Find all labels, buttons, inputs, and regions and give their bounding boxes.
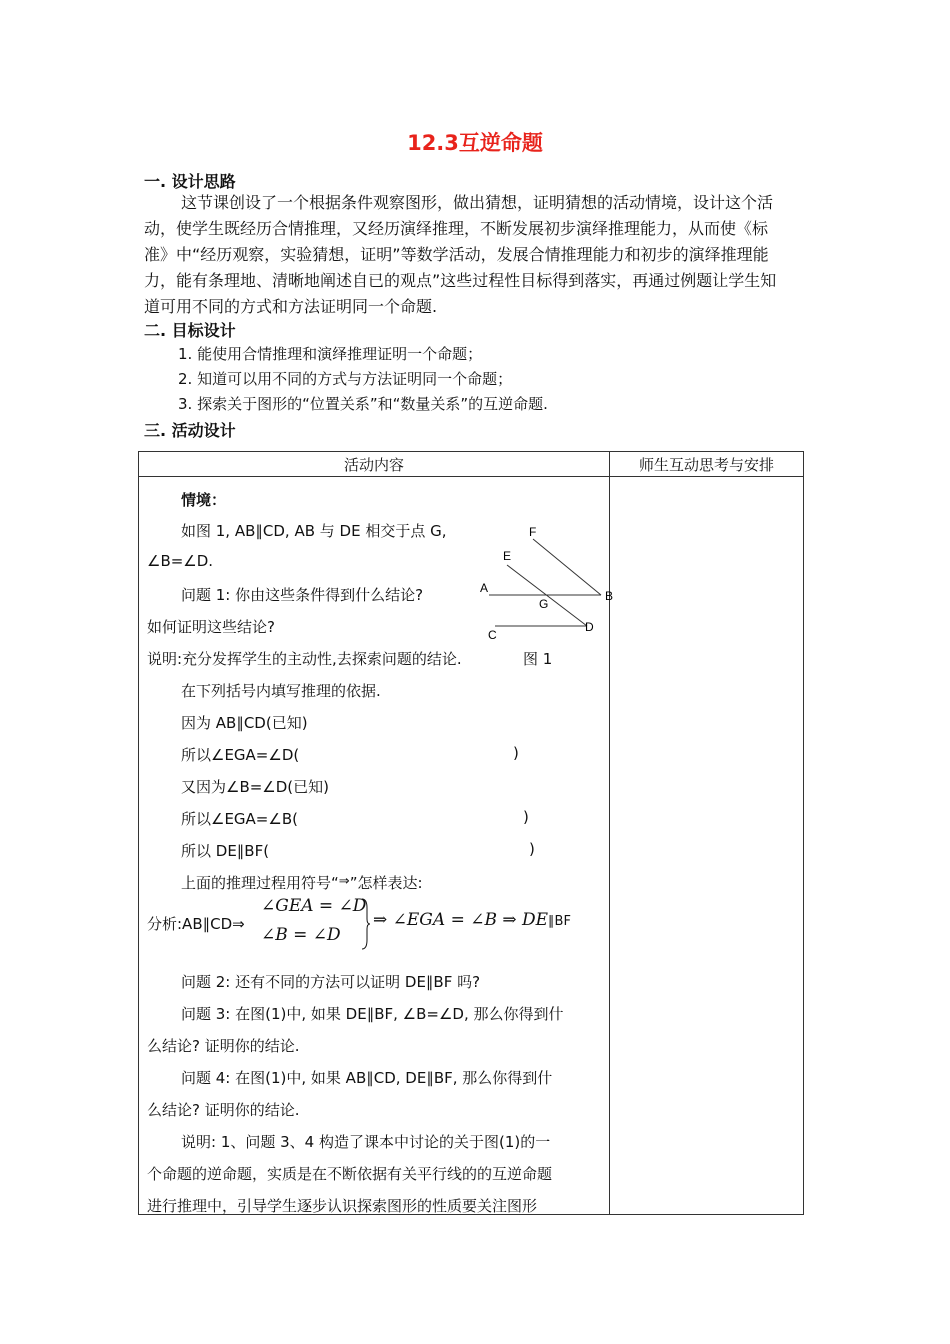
para-line: 准》中“经历观察，实验猜想，证明”等数学活动，发展合情推理能力和初步的演绎推理能 bbox=[144, 245, 769, 264]
proof-step: 所以 DE∥BF( bbox=[181, 842, 270, 860]
symbol-prompt: 上面的推理过程用符号“⇒”怎样表达: bbox=[181, 874, 423, 892]
text-line: 个命题的逆命题，实质是在不断依据有关平行线的的互逆命题 bbox=[147, 1165, 553, 1183]
implies-symbol: ⇒ bbox=[338, 874, 350, 889]
para-line: 这节课创设了一个根据条件观察图形，做出猜想，证明猜想的活动情境，设计这个活 bbox=[181, 193, 774, 212]
figure-caption: 图 1 bbox=[523, 650, 553, 668]
brace bbox=[361, 898, 371, 950]
section-heading-goals: 二. 目标设计 bbox=[144, 321, 236, 340]
proof-step: 又因为∠B=∠D(已知) bbox=[181, 778, 330, 796]
text-line: 如何证明这些结论? bbox=[147, 618, 275, 636]
section-heading-design: 一. 设计思路 bbox=[144, 172, 236, 191]
equation-result: ⇒ ∠EGA = ∠B ⇒ DE∥BF bbox=[373, 910, 571, 930]
point-label: E bbox=[503, 549, 512, 563]
section-heading-activity: 三. 活动设计 bbox=[144, 421, 236, 440]
point-label: A bbox=[480, 581, 489, 595]
design-paragraph bbox=[144, 190, 806, 320]
geometry-figure bbox=[469, 525, 614, 645]
equation-bottom: ∠B = ∠D bbox=[261, 925, 341, 945]
text-line: ∠B=∠D. bbox=[147, 552, 214, 570]
point-label: F bbox=[529, 525, 537, 539]
page-title: 12.3互逆命题 bbox=[407, 131, 543, 155]
text-line: 么结论? 证明你的结论. bbox=[147, 1037, 300, 1055]
point-label: G bbox=[539, 597, 549, 611]
proof-step: 所以∠EGA=∠B( bbox=[181, 810, 298, 828]
equation-top: ∠GEA = ∠D bbox=[261, 896, 367, 916]
column-header-content: 活动内容 bbox=[139, 452, 610, 477]
blank-close: ) bbox=[513, 744, 519, 762]
goal-item: 2. 知道可以用不同的方式与方法证明同一个命题； bbox=[178, 370, 513, 388]
point-label: B bbox=[605, 589, 614, 603]
para-line: 力，能有条理地、清晰地阐述自已的观点”这些过程性目标得到落实，再通过例题让学生知 bbox=[144, 271, 777, 290]
text-line: 么结论? 证明你的结论. bbox=[147, 1101, 300, 1119]
text-line: 进行推理中，引导学生逐步认识探索图形的性质要关注图形 bbox=[147, 1197, 538, 1215]
analysis-label: 分析:AB∥CD⇒ bbox=[147, 915, 245, 933]
question-4: 问题 4: 在图(1)中, 如果 AB∥CD, DE∥BF, 那么你得到什 bbox=[181, 1069, 553, 1087]
point-label: D bbox=[585, 620, 594, 634]
interaction-cell bbox=[610, 477, 804, 1215]
activity-content-cell bbox=[139, 477, 614, 1215]
question-2: 问题 2: 还有不同的方法可以证明 DE∥BF 吗? bbox=[181, 973, 481, 991]
note-1: 说明:充分发挥学生的主动性,去探索问题的结论. bbox=[147, 650, 462, 668]
activity-table bbox=[138, 451, 804, 1215]
column-header-interaction: 师生互动思考与安排 bbox=[610, 452, 804, 477]
para-line: 动，使学生既经历合情推理，又经历演绎推理，不断发展初步演绎推理能力，从而使《标 bbox=[144, 219, 769, 238]
goal-item: 1. 能使用合情推理和演绎推理证明一个命题； bbox=[178, 345, 483, 363]
text-line: 在下列括号内填写推理的依据. bbox=[181, 682, 381, 700]
line-bf bbox=[533, 539, 601, 595]
blank-close: ) bbox=[529, 840, 535, 858]
goal-item: 3. 探索关于图形的“位置关系”和“数量关系”的互逆命题. bbox=[178, 395, 548, 413]
question-3: 问题 3: 在图(1)中, 如果 DE∥BF, ∠B=∠D, 那么你得到什 bbox=[181, 1005, 564, 1023]
situation-label: 情境： bbox=[181, 491, 227, 509]
question-1: 问题 1: 你由这些条件得到什么结论? bbox=[181, 586, 424, 604]
note-2: 说明: 1、问题 3、4 构造了课本中讨论的关于图(1)的一 bbox=[181, 1133, 551, 1151]
blank-close: ) bbox=[523, 808, 529, 826]
para-line: 道可用不同的方式和方法证明同一个命题. bbox=[144, 297, 438, 316]
proof-step: 因为 AB∥CD(已知) bbox=[181, 714, 308, 732]
proof-step: 所以∠EGA=∠D( bbox=[181, 746, 300, 764]
point-label: C bbox=[488, 628, 497, 642]
text-line: 如图 1, AB∥CD, AB 与 DE 相交于点 G, bbox=[181, 522, 447, 540]
